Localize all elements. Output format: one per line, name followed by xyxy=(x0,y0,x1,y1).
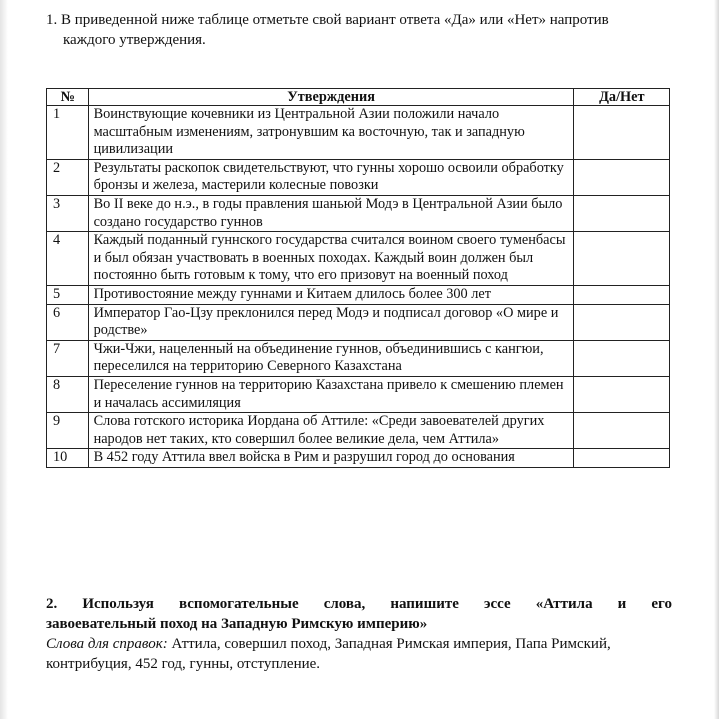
hint-label: Слова для справок: xyxy=(46,636,168,652)
statement-text: Воинствующие кочевники из Центральной Азии положили начало масштабным изменениям, затронувшим ка восточную, так и западную цивилизации xyxy=(88,106,573,160)
statement-text: Результаты раскопок свидетельствуют, что гунны хорошо освоили обработку бронзы и железа, мастерили колесные повозки xyxy=(88,159,573,195)
task-2-heading-line-1: 2. Используя вспомогательные слова, напишите эссе «Аттила и его xyxy=(46,596,672,612)
statement-text: Слова готского историка Иордана об Аттиле: «Среди завоевателей других народов нет таких, кто совершил более великие дела, чем Аттила» xyxy=(88,413,573,449)
row-number: 10 xyxy=(47,449,89,468)
answer-cell[interactable] xyxy=(573,413,669,449)
row-number: 8 xyxy=(47,376,89,412)
task-2-hint xyxy=(46,634,672,674)
table-row xyxy=(47,413,670,449)
statement-text: Каждый поданный гуннского государства считался воином своего туменбасы и был обязан участвовать в военных походах. Каждый воин должен был постоянно быть готовым к тому, что его призовут на военный поход xyxy=(88,232,573,286)
table-row xyxy=(47,304,670,340)
table-row xyxy=(47,285,670,304)
answer-cell[interactable] xyxy=(573,106,669,160)
row-number: 9 xyxy=(47,413,89,449)
row-number: 6 xyxy=(47,304,89,340)
row-number: 4 xyxy=(47,232,89,286)
task-1-instruction xyxy=(46,10,686,50)
answer-cell[interactable] xyxy=(573,304,669,340)
row-number: 2 xyxy=(47,159,89,195)
statements-table xyxy=(46,88,670,468)
task-1-line-1: 1. В приведенной ниже таблице отметьте свой вариант ответа «Да» или «Нет» напротив xyxy=(46,12,609,28)
row-number: 5 xyxy=(47,285,89,304)
header-statements: Утверждения xyxy=(88,89,573,106)
statement-text: Император Гао-Цзу преклонился перед Модэ и подписал договор «О мире и родстве» xyxy=(88,304,573,340)
row-number: 1 xyxy=(47,106,89,160)
table-row xyxy=(47,106,670,160)
answer-cell[interactable] xyxy=(573,232,669,286)
table-row xyxy=(47,376,670,412)
table-row xyxy=(47,195,670,231)
statement-text: Переселение гуннов на территорию Казахстана привело к смешению племен и началась ассимиляция xyxy=(88,376,573,412)
task-1-line-2: каждого утверждения. xyxy=(63,32,206,48)
table-header-row xyxy=(47,89,670,106)
task-2-instruction xyxy=(46,594,672,674)
row-number: 3 xyxy=(47,195,89,231)
table-row xyxy=(47,449,670,468)
answer-cell[interactable] xyxy=(573,449,669,468)
answer-cell[interactable] xyxy=(573,159,669,195)
answer-cell[interactable] xyxy=(573,376,669,412)
header-yes-no: Да/Нет xyxy=(573,89,669,106)
answer-cell[interactable] xyxy=(573,285,669,304)
statement-text: Во II веке до н.э., в годы правления шаньюй Модэ в Центральной Азии было создано государство гуннов xyxy=(88,195,573,231)
header-number: № xyxy=(47,89,89,106)
statement-text: Противостояние между гуннами и Китаем длилось более 300 лет xyxy=(88,285,573,304)
statement-text: Чжи-Чжи, нацеленный на объединение гуннов, объединившись с кангюи, переселился на территорию Северного Казахстана xyxy=(88,340,573,376)
table-row xyxy=(47,159,670,195)
table-row xyxy=(47,232,670,286)
hint-words: Аттила, совершил поход, Западная Римская империя, Папа Римский, контрибуция, 452 год, гунны, отступление. xyxy=(46,636,611,672)
answer-cell[interactable] xyxy=(573,195,669,231)
statement-text: В 452 году Аттила ввел войска в Рим и разрушил город до основания xyxy=(88,449,573,468)
task-2-heading-line-2: завоевательный поход на Западную Римскую империю» xyxy=(46,616,428,632)
table-row xyxy=(47,340,670,376)
row-number: 7 xyxy=(47,340,89,376)
answer-cell[interactable] xyxy=(573,340,669,376)
